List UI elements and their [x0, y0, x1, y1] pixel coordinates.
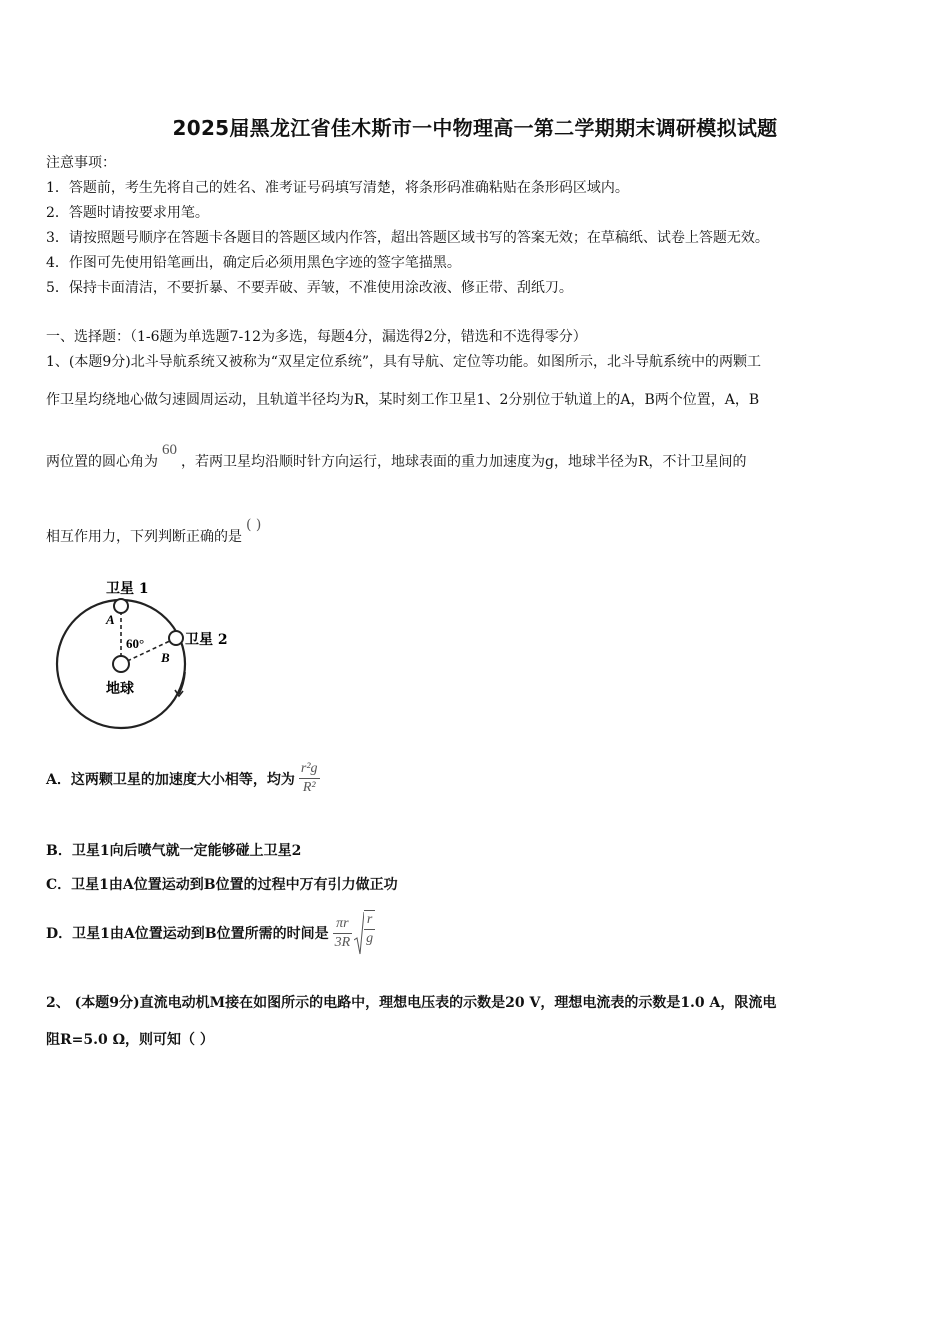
page-title: 2025届黑龙江省佳木斯市一中物理高一第二学期期末调研模拟试题 — [172, 116, 778, 140]
section-heading: 一、选择题：（1-6题为单选题7-12为多选，每题4分，漏选得2分，错选和不选得零分） — [46, 329, 587, 345]
sqrt-icon — [354, 910, 364, 956]
option-b: B．卫星1向后喷气就一定能够碰上卫星2 — [46, 843, 302, 859]
option-a-denominator: R² — [302, 780, 316, 795]
answer-paren: ( ) — [246, 517, 262, 533]
option-a-numerator: r²g — [299, 760, 320, 779]
point-a-label: A — [106, 612, 115, 627]
option-d-sqrt-numerator: r — [364, 911, 375, 930]
notice-item-3: 3．请按照题号顺序在答题卡各题目的答题区域内作答，超出答题区域书写的答案无效；在草稿纸、试卷上答题无效。 — [46, 230, 769, 246]
angle-label: 60° — [126, 636, 145, 651]
option-d-denominator: 3R — [334, 934, 351, 950]
option-a-fraction — [299, 760, 320, 797]
notice-item-1: 1．答题前，考生先将自己的姓名、准考证号码填写清楚，将条形码准确粘贴在条形码区域内。 — [46, 180, 629, 196]
option-d-sqrt-denominator: g — [366, 931, 374, 946]
satellite-2-icon — [169, 631, 183, 645]
q1-line-3 — [46, 442, 747, 471]
notice-item-4: 4．作图可先使用铅笔画出，确定后必须用黑色字迹的签字笔描黑。 — [46, 255, 461, 271]
satellite-1-icon — [114, 599, 128, 613]
option-d-text: D．卫星1由A位置运动到B位置所需的时间是 — [46, 926, 329, 942]
notice-item-2: 2．答题时请按要求用笔。 — [46, 205, 209, 221]
q1-line-3b: ，若两卫星均沿顺时针方向运行，地球表面的重力加速度为g，地球半径为R，不计卫星间的 — [181, 454, 747, 470]
point-b-label: B — [161, 650, 170, 665]
option-a — [46, 760, 320, 797]
orbit-diagram — [48, 572, 248, 737]
q1-line-3a: 两位置的圆心角为 — [46, 454, 158, 470]
q2-line-2: 阻R=5.0 Ω，则可知（ ） — [46, 1032, 214, 1048]
option-a-text: A．这两颗卫星的加速度大小相等，均为 — [46, 771, 295, 788]
earth-label: 地球 — [106, 681, 134, 697]
q1-line-2: 作卫星均绕地心做匀速圆周运动，且轨道半径均为R，某时刻工作卫星1、2分别位于轨道上的A，B两个位置，A，B — [46, 392, 760, 408]
option-d — [46, 910, 375, 956]
q1-line-4 — [46, 517, 262, 546]
option-c: C．卫星1由A位置运动到B位置的过程中万有引力做正功 — [46, 877, 398, 893]
notice-item-5: 5．保持卡面清洁，不要折暴、不要弄破、弄皱，不准使用涂改液、修正带、刮纸刀。 — [46, 280, 573, 296]
angle-value: 60 — [162, 442, 177, 458]
notice-heading: 注意事项： — [46, 155, 116, 171]
sat1-label: 卫星 1 — [106, 581, 149, 597]
sat2-label: 卫星 2 — [185, 632, 228, 648]
q1-line-4-text: 相互作用力，下列判断正确的是 — [46, 529, 242, 545]
q1-line-1: 1、(本题9分)北斗导航系统又被称为“双星定位系统”，具有导航、定位等功能。如图所示，北斗导航系统中的两颗工 — [46, 354, 762, 370]
q2-line-1: 2、 (本题9分)直流电动机M接在如图所示的电路中，理想电压表的示数是20 V，理想电流表的示数是1.0 A，限流电 — [46, 995, 777, 1011]
earth-icon — [113, 656, 129, 672]
option-d-fraction — [333, 915, 353, 952]
option-d-sqrt — [354, 910, 375, 956]
option-d-numerator: πr — [333, 915, 353, 934]
